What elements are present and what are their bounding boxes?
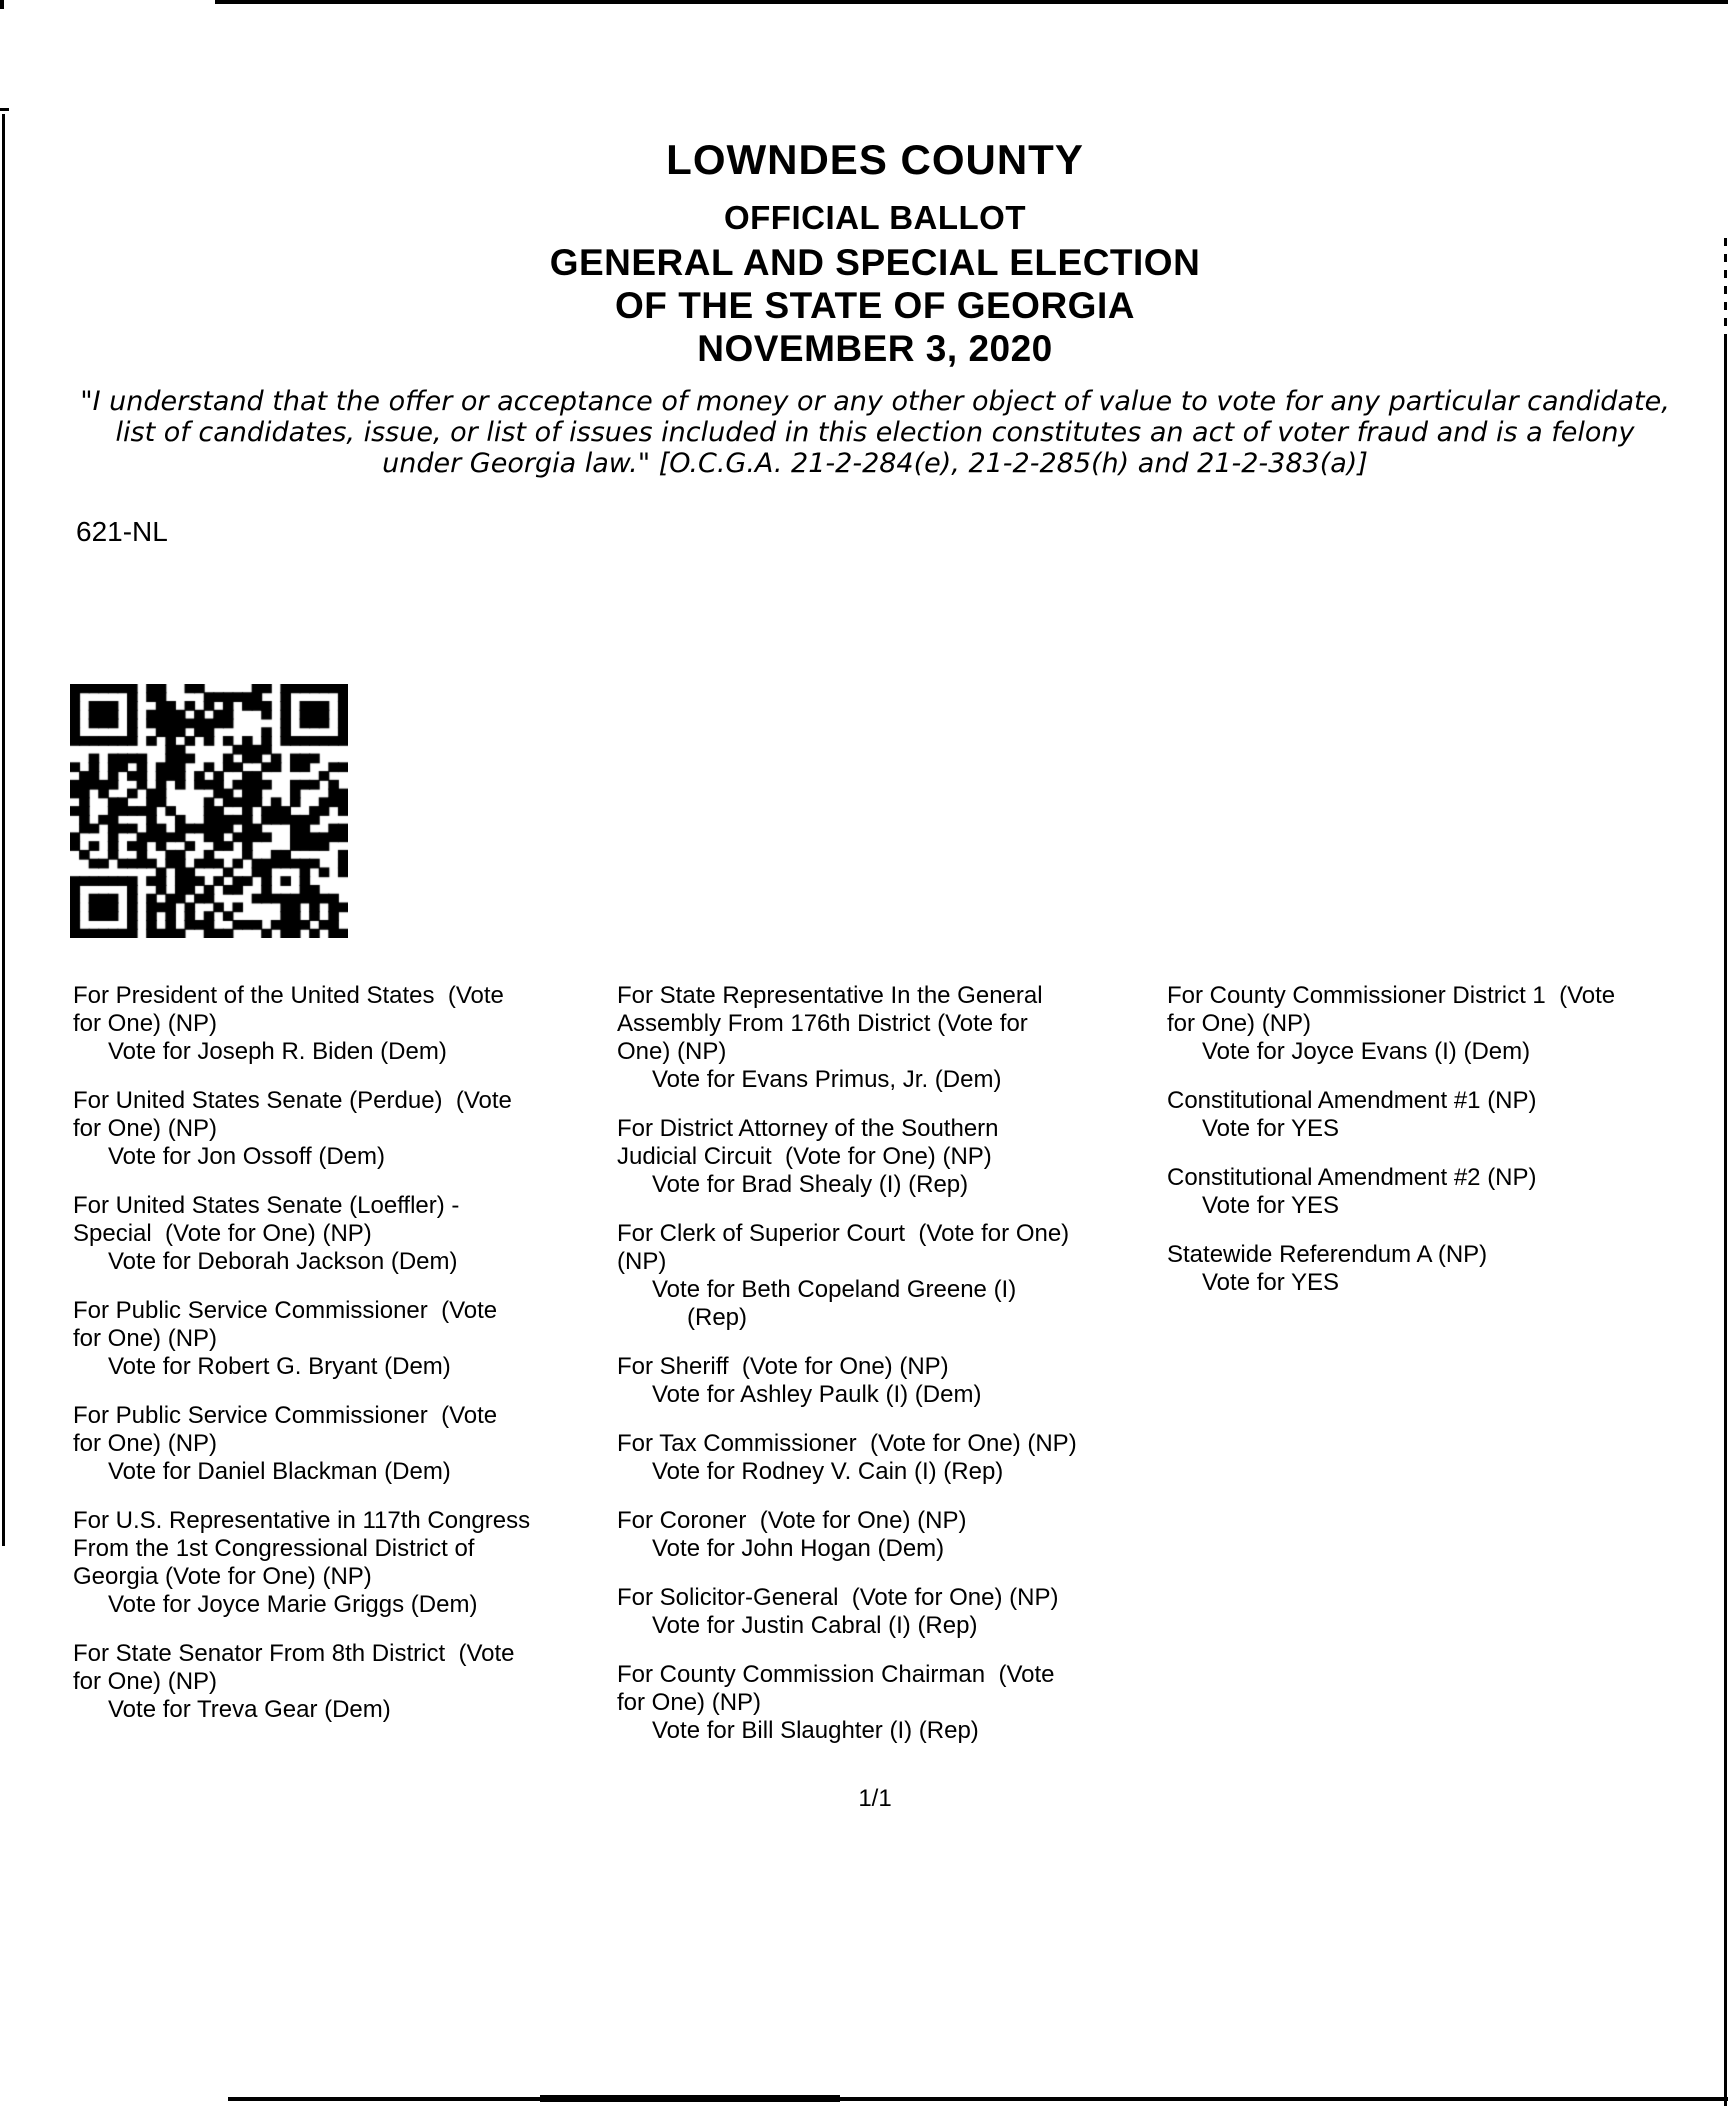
- contest-vote-line: Vote for Daniel Blackman (Dem): [108, 1458, 451, 1485]
- voter-fraud-disclaimer: [10, 386, 1728, 479]
- contest-title-line: For Tax Commissioner (Vote for One) (NP): [617, 1430, 1077, 1457]
- contest-block: [73, 1297, 617, 1381]
- contest-vote-line: Vote for Joyce Marie Griggs (Dem): [108, 1591, 478, 1618]
- contest-title-line: Constitutional Amendment #1 (NP): [1167, 1087, 1537, 1114]
- contest-title-line: One) (NP): [617, 1038, 727, 1065]
- contest-vote-line: Vote for Joyce Evans (I) (Dem): [1202, 1038, 1531, 1065]
- contest-block: [1167, 1087, 1728, 1143]
- scan-artifact-left-tick: [0, 108, 9, 111]
- ballot-column-2: [617, 982, 1165, 1766]
- contest-block: [617, 1507, 1165, 1563]
- contest-vote-line: Vote for Deborah Jackson (Dem): [108, 1248, 458, 1275]
- contest-block: [73, 982, 617, 1066]
- contest-block: [617, 1661, 1165, 1745]
- ballot-subtitle: OFFICIAL BALLOT: [723, 199, 1027, 236]
- contest-title-line: For United States Senate (Perdue) (Vote: [73, 1087, 512, 1114]
- contest-vote-line: (Rep): [687, 1304, 748, 1331]
- contest-title-line: For U.S. Representative in 117th Congress: [73, 1507, 531, 1534]
- ballot-style-code: 621-NL: [76, 516, 168, 547]
- contest-block: [1167, 1241, 1728, 1297]
- contest-title-line: For Coroner (Vote for One) (NP): [617, 1507, 967, 1534]
- contest-title-line: Assembly From 176th District (Vote for: [617, 1010, 1028, 1037]
- disclaimer-line: list of candidates, issue, or list of issues included in this election constitutes an act of voter fraud and is a felony: [115, 417, 1635, 448]
- contest-title-line: For United States Senate (Loeffler) -: [73, 1192, 460, 1219]
- contest-vote-line: Vote for YES: [1202, 1115, 1339, 1142]
- contest-vote-line: Vote for Joseph R. Biden (Dem): [108, 1038, 447, 1065]
- election-title-line: OF THE STATE OF GEORGIA: [615, 285, 1135, 326]
- contest-title-line: For Clerk of Superior Court (Vote for One): [617, 1220, 1070, 1247]
- contest-title-line: for One) (NP): [617, 1689, 762, 1716]
- contest-title-line: From the 1st Congressional District of: [73, 1535, 475, 1562]
- contest-title-line: for One) (NP): [1167, 1010, 1312, 1037]
- scan-artifact-bottom-edge-thick: [540, 2095, 840, 2102]
- election-title: [10, 241, 1728, 370]
- qr-code-icon: [70, 684, 348, 938]
- contest-vote-line: Vote for Rodney V. Cain (I) (Rep): [652, 1458, 1004, 1485]
- contest-title-line: For County Commission Chairman (Vote: [617, 1661, 1055, 1688]
- contest-block: [617, 1353, 1165, 1409]
- contest-vote-line: Vote for Jon Ossoff (Dem): [108, 1143, 385, 1170]
- contest-block: [617, 1220, 1165, 1332]
- contest-vote-line: Vote for John Hogan (Dem): [652, 1535, 945, 1562]
- contest-block: [617, 1584, 1165, 1640]
- contest-block: [617, 1430, 1165, 1486]
- contest-vote-line: Vote for Bill Slaughter (I) (Rep): [652, 1717, 979, 1744]
- page-title: LOWNDES COUNTY: [666, 136, 1084, 183]
- contest-vote-line: Vote for Beth Copeland Greene (I): [652, 1276, 1017, 1303]
- contest-title-line: Statewide Referendum A (NP): [1167, 1241, 1488, 1268]
- election-title-line: GENERAL AND SPECIAL ELECTION: [549, 242, 1201, 283]
- scan-artifact-top-left-tick: [0, 0, 4, 9]
- contest-title-line: For President of the United States (Vote: [73, 982, 504, 1009]
- contest-vote-line: Vote for Justin Cabral (I) (Rep): [652, 1612, 978, 1639]
- contest-title-line: For Sheriff (Vote for One) (NP): [617, 1353, 949, 1380]
- contest-block: [73, 1087, 617, 1171]
- contest-title-line: Judicial Circuit (Vote for One) (NP): [617, 1143, 992, 1170]
- contest-title-line: Georgia (Vote for One) (NP): [73, 1563, 372, 1590]
- contest-title-line: For District Attorney of the Southern: [617, 1115, 999, 1142]
- contest-title-line: For Public Service Commissioner (Vote: [73, 1297, 498, 1324]
- contest-block: [73, 1192, 617, 1276]
- scan-artifact-top-edge: [215, 0, 1728, 4]
- contest-vote-line: Vote for Evans Primus, Jr. (Dem): [652, 1066, 1002, 1093]
- contest-block: [1167, 982, 1728, 1066]
- scan-artifact-left-edge: [2, 114, 5, 1546]
- contest-title-line: For State Senator From 8th District (Vote: [73, 1640, 515, 1667]
- contest-vote-line: Vote for Ashley Paulk (I) (Dem): [652, 1381, 982, 1408]
- contest-vote-line: Vote for Brad Shealy (I) (Rep): [652, 1171, 969, 1198]
- election-title-line: NOVEMBER 3, 2020: [697, 328, 1053, 369]
- contest-title-line: for One) (NP): [73, 1115, 218, 1142]
- contest-title-line: (NP): [617, 1248, 667, 1275]
- contest-block: [617, 982, 1165, 1094]
- contest-title-line: For Solicitor-General (Vote for One) (NP): [617, 1584, 1059, 1611]
- contest-block: [73, 1507, 617, 1619]
- contest-block: [73, 1402, 617, 1486]
- contest-title-line: for One) (NP): [73, 1010, 218, 1037]
- contest-title-line: For County Commissioner District 1 (Vote: [1167, 982, 1616, 1009]
- page-indicator: 1/1: [858, 1785, 892, 1812]
- ballot-column-1: [73, 982, 617, 1745]
- contest-title-line: Special (Vote for One) (NP): [73, 1220, 372, 1247]
- contest-title-line: Constitutional Amendment #2 (NP): [1167, 1164, 1537, 1191]
- ballot-column-3: [1167, 982, 1728, 1318]
- contest-block: [73, 1640, 617, 1724]
- contest-vote-line: Vote for YES: [1202, 1192, 1339, 1219]
- contest-vote-line: Vote for Treva Gear (Dem): [108, 1696, 391, 1723]
- contest-title-line: for One) (NP): [73, 1668, 218, 1695]
- contest-title-line: for One) (NP): [73, 1325, 218, 1352]
- contest-title-line: For State Representative In the General: [617, 982, 1043, 1009]
- scan-artifact-bottom-edge: [228, 2097, 1728, 2101]
- disclaimer-line: "I understand that the offer or acceptance of money or any other object of value to vote for any particular candidate,: [80, 386, 1670, 417]
- contest-vote-line: Vote for YES: [1202, 1269, 1339, 1296]
- disclaimer-line: under Georgia law." [O.C.G.A. 21-2-284(e), 21-2-285(h) and 21-2-383(a)]: [382, 448, 1368, 479]
- contest-vote-line: Vote for Robert G. Bryant (Dem): [108, 1353, 451, 1380]
- contest-title-line: for One) (NP): [73, 1430, 218, 1457]
- contest-block: [617, 1115, 1165, 1199]
- contest-title-line: For Public Service Commissioner (Vote: [73, 1402, 498, 1429]
- contest-block: [1167, 1164, 1728, 1220]
